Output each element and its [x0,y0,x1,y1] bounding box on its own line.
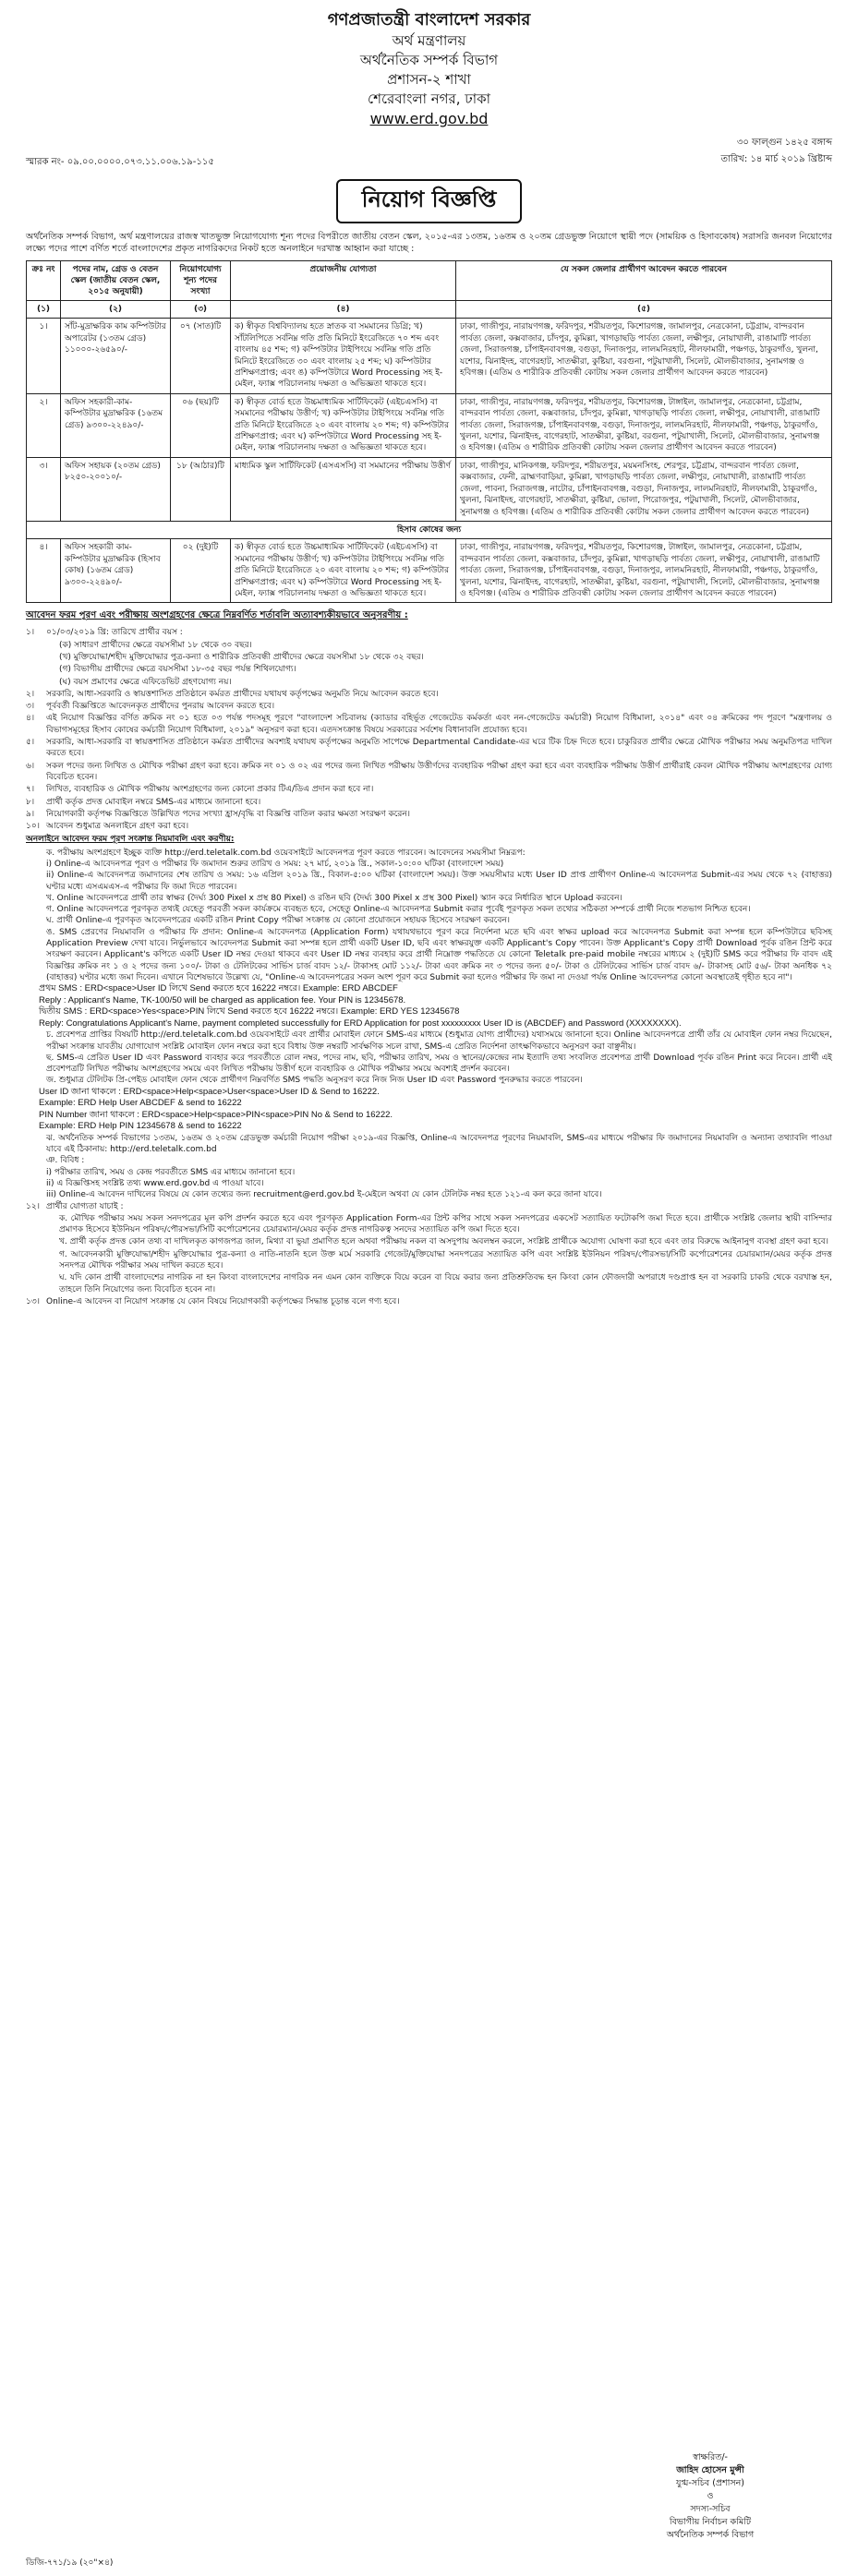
term-item [26,737,832,760]
term-item [26,761,832,784]
signatory-name: জাহিদ হোসেন মুন্সী [676,2465,744,2475]
sms-instruction: Example: ERD Help PIN 12345678 & send to 16222 [39,1121,242,1132]
online-rule-item: i) Online-এ আবেদনপত্র পূরণ ও পরীক্ষার ফি জমাদান শুরুর তারিখ ও সময়: ২৭ মার্চ, ২০১৯ খ্রি., সকাল-১০:০০ ঘটিকা (বাংলাদেশ সময়) [46,859,504,869]
cell-serial: ৩। [27,457,61,521]
term-number [26,664,46,675]
term-text: পূর্ববর্তী বিজ্ঞপ্তিতে আবেদনকৃত প্রার্থীদের পুনরায় আবেদন করতে হবে। [46,702,275,712]
term-text: সরকারি, আধা-সরকারি বা স্বায়ত্তশাসিত প্রতিষ্ঠানে কর্মরত প্রার্থীদের অবশ্যই যথাযথ কর্তৃপক্ষের অনুমতি সাপেক্ষে Departmental Candidate-এর ঘরে টিক চিহ্ন দিতে হবে। চাকুরিরত প্রার্থীর ক্ষেত্রে মৌখিক পরীক্ষার সময় অনুমতিপত্র দাখিল করতে হবে। [46,738,832,759]
term-number [26,640,46,651]
online-rule-item: চ. প্রবেশপত্র প্রাপ্তির বিষয়টি http://erd.teletalk.com.bd ওয়েবসাইটে এবং প্রার্থীর মোবাইল ফোনে SMS-এর মাধ্যমে (শুধুমাত্র যোগ্য প্রার্থীদের) যথাসময়ে জানানো হবে। Online আবেদনপত্রে প্রার্থী তাঁর যে মোবাইল ফোন নম্বর দিয়েছেন, পরীক্ষা সংক্রান্ত যাবতীয় যোগাযোগ সংশ্লিষ্ট মোবাইল ফোন নম্বরে করা হবে বিধায় উক্ত নম্বরটি সার্বক্ষণিক সচল রাখা, SMS-এ প্রেরিত নির্দেশনা তাৎক্ষণিকভাবে অনুসরণ করা বাঞ্ছনীয়। [46,1030,832,1052]
term-item [26,1236,832,1247]
column-number-row [27,301,832,319]
term-item [26,821,832,832]
online-rule-item: ঙ. SMS প্রেরণের নিয়মাবলি ও পরীক্ষার ফি প্রদান: Online-এ আবেদনপত্র (Application Form) যথাযথভাবে পূরণ করে নির্দেশনা মতে ছবি এবং স্বাক্ষর upload করে আবেদনপত্র Submit করা সম্পন্ন হলে কম্পিউটারে ছবিসহ Application Preview দেখা যাবে। নির্ভুলভাবে আবেদনপত্র Submit করা সম্পন্ন হলে প্রার্থী একটি User ID, ছবি এবং স্বাক্ষরযুক্ত একটি Applicant's Copy পাবেন। উক্ত Applicant's Copy প্রার্থী Download পূর্বক রঙিন প্রিন্ট করে সংরক্ষণ করবেন। Applicant's কপিতে একটি User ID নম্বর দেওয়া থাকবে এবং User ID নম্বর ব্যবহার করে প্রার্থী নিম্নোক্ত পদ্ধতিতে যে কোনো Teletalk pre-paid mobile নম্বরের মাধ্যমে ২ (দুই)টি SMS করে পরীক্ষার ফি বাবদ এই বিজ্ঞপ্তির ক্রমিক নং ১ ও ২ পদের জন্য ১০০/- টাকা ও টেলিটকের সার্ভিস চার্জ বাবদ ১২/- টাকাসহ মোট ১১২/- টাকা এবং ক্রমিক নং ৩ পদের জন্য ৫০/- টাকা ও টেলিটকের সার্ভিস চার্জ বাবদ ৬/- টাকাসহ মোট ৫৬/- টাকা অনধিক ৭২ (বাহাত্তর) ঘণ্টার মধ্যে জমা দিবেন। এখানে বিশেষভাবে উল্লেখ্য যে, "Online-এ আবেদনপত্রের সকল অংশ পূরণ করে Submit করা হলেও পরীক্ষার ফি জমা না দেওয়া পর্যন্ত Online আবেদনপত্র কোনো অবস্থাতেই গৃহীত হবে না"। [46,927,832,982]
cell-serial: ৪। [27,539,61,603]
organization-name: অর্থনৈতিক সম্পর্ক বিভাগ [666,2530,755,2540]
division-name: অর্থনৈতিক সম্পর্ক বিভাগ [359,52,499,68]
cell-districts: ঢাকা, গাজীপুর, নারায়ণগঞ্জ, ফরিদপুর, শরীয়তপুর, কিশোরগঞ্জ, টাঙ্গাইল, জামালপুর, নেত্রকোনা, চট্টগ্রাম, বান্দরবান পার্বত্য জেলা, কক্সবাজার, চাঁদপুর, কুমিল্লা, খাগড়াছড়ি পার্বত্য জেলা, লক্ষীপুর, নোয়াখালী, রাঙামাটি পার্বত্য জেলা, সিরাজগঞ্জ, চাঁপাইনবাবগঞ্জ, বগুড়া, দিনাজপুর, লালমনিরহাট, নীলফামারী, পঞ্চগড়, ঠাকুরগাঁও, খুলনা, যশোর, ঝিনাইদহ, বাগেরহাট, সাতক্ষীরা, কুষ্টিয়া, বরগুনা, পটুয়াখালী, সিলেট, মৌলভীবাজার, সুনামগঞ্জ ও হবিগঞ্জ। (এতিম ও শারীরিক প্রতিবন্ধী কোটায় সকল জেলার প্রার্থীগণ আবেদন করতে পারবেন) [456,393,832,457]
cell-vacancy-count: ০৭ (সাত)টি [171,319,231,393]
term-text: সকল পদের জন্য লিখিত ও মৌখিক পরীক্ষা গ্রহণ করা হবে। ক্রমিক নং ০১ ও ০২ এর পদের জন্য লিখিত পরীক্ষায় উত্তীর্ণদের ব্যবহারিক পরীক্ষা গ্রহণ করা হবে এবং ব্যবহারিক পরীক্ষায় উত্তীর্ণ প্রার্থীরাই কেবল মৌখিক পরীক্ষায় অংশগ্রহণের যোগ্য বিবেচিত হবেন। [46,761,832,782]
term-item [26,713,832,736]
accounts-heading: হিসাব কোষের জন্য [27,521,832,538]
notice-title-box [26,179,832,223]
term-number: ৫। [26,738,35,748]
cell-qualification: ক) স্বীকৃত বোর্ড হতে উচ্চমাধ্যমিক সার্টিফিকেট (এইচএসসি) বা সমমানের পরীক্ষায় উত্তীর্ণ; খ) কম্পিউটার টাইপিংয়ে সর্বনিম্ন গতি প্রতি মিনিটে ইংরেজিতে ২০ এবং বাংলায় ২০ শব্দ; গ) কম্পিউটার প্রশিক্ষণপ্রাপ্ত; এবং ঘ) কম্পিউটারে Word Processing সহ ই-মেইল, ফ্যাক্স পরিচালনায় দক্ষতা ও অভিজ্ঞতা থাকতে হবে। [231,393,456,457]
term-item [26,1249,832,1272]
term-text: (ক) সাধারণ প্রার্থীদের ক্ষেত্রে বয়সসীমা ১৮ থেকে ৩০ বছর। [59,640,252,650]
term-number: ১৩। [26,1296,40,1306]
term-text: আবেদন শুধুমাত্র অনলাইনে গ্রহণ করা হবে। [46,822,189,832]
col-header-count: নিয়োগযোগ্য শূন্য পদের সংখ্যা [171,261,231,301]
online-rule-item: ii) এ বিজ্ঞপ্তিসহ সংশ্লিষ্ট তথ্য www.erd.gov.bd এ পাওয়া যাবে। [46,1178,264,1188]
date-label: তারিখ: [720,154,748,164]
signature-block [618,2451,803,2542]
term-number [26,1249,46,1272]
term-item [26,1213,832,1236]
term-number [26,1272,46,1295]
committee-name: বিভাগীয় নির্বাচন কমিটি [669,2517,752,2527]
online-rule-item: i) পরীক্ষার তারিখ, সময় ও কেন্দ্র পরবর্তীতে SMS এর মাধ্যমে জানানো হবে। [46,1167,296,1177]
term-text: ০১/০৩/২০১৯ খ্রি: তারিখে প্রার্থীর বয়স : [46,628,183,638]
cell-qualification: ক) স্বীকৃত বোর্ড হতে উচ্চমাধ্যমিক সার্টিফিকেট (এইচএসসি) বা সমমানের পরীক্ষায় উত্তীর্ণ; খ) কম্পিউটার টাইপিংয়ে সর্বনিম্ন গতি প্রতি মিনিটে ইংরেজিতে ২০ এবং বাংলায় ২০ শব্দ; গ) কম্পিউটার প্রশিক্ষণপ্রাপ্ত; এবং ঘ) কম্পিউটারে Word Processing সহ ই-মেইল, ফ্যাক্স পরিচালনায় দক্ষতা ও অভিজ্ঞতা থাকতে হবে। [231,539,456,603]
term-text: (গ) বিভাগীয় প্রার্থীদের ক্ষেত্রে বয়সসীমা ১৮-৩৫ বছর পর্যন্ত শিথিলযোগ্য। [59,665,296,675]
accounts-heading-row [27,521,832,538]
term-number: ৩। [26,702,35,712]
term-number [26,1213,46,1236]
ministry-name: অর্থ মন্ত্রণালয় [392,32,466,49]
sms-instruction: Reply: Congratulations Applicant's Name, payment completed successfully for ERD Application for post xxxxxxxxx User ID is (ABCDEF) and Password (XXXXXXXX). [39,1017,682,1029]
term-text: ঘ. যদি কোন প্রার্থী বাংলাদেশের নাগরিক না হন কিংবা বাংলাদেশের নাগরিক নন এমন কোন ব্যক্তিকে বিয়ে করেন বা বিয়ে করার জন্য প্রতিশ্রুতিবদ্ধ হন কিংবা কোন ফৌজদারী অপরাধে দণ্ডপ্রাপ্ত হন বা সরকারি চাকরি থেকে বরখাস্ত হন, তাহলে তিনি নিয়োগের জন্য বিবেচিত হবেন না। [59,1273,832,1294]
term-number: ৭। [26,785,35,795]
signed-label: স্বাক্ষরিত/- [693,2452,728,2462]
term-text: প্রার্থীর যোগ্যতা যাচাই : [46,1201,124,1211]
term-item [26,627,832,638]
memo-number: স্মারক নং- ০৯.০০.০০০০.০৭৩.১১.০০৬.১৯-১১৫ [26,157,214,167]
term-text: নিয়োগকারী কর্তৃপক্ষ বিজ্ঞপ্তিতে উল্লিখিত পদের সংখ্যা হ্রাস/বৃদ্ধি বা বিজ্ঞপ্তি বাতিল করার ক্ষমতা সংরক্ষণ করেন। [46,809,410,819]
term-item [26,652,832,663]
term-number: ১২। [26,1201,40,1211]
terms-heading: আবেদন ফরম পূরণ এবং পরীক্ষায় অংশগ্রহণের ক্ষেত্রে নিম্নবর্ণিত শর্তাবলি অত্যাবশ্যকীয়ভাবে অনুসরণীয় : [26,610,408,621]
col-header-districts: যে সকল জেলার প্রার্থীগণ আবেদন করতে পারবেন [456,261,832,301]
sms-instruction: Example: ERD Help User ABCDEF & send to 16222 [39,1098,242,1109]
term-text: Online-এ আবেদন বা নিয়োগ সংক্রান্ত যে কোন বিষয়ে নিয়োগকারী কর্তৃপক্ষের সিদ্ধান্ত চূড়ান্ত বলে গণ্য হবে। [46,1296,400,1306]
table-header-row [27,261,832,301]
term-item [26,701,832,712]
sms-instruction: প্রথম SMS : ERD<space>User ID লিখে Send করতে হবে 16222 নম্বরে। Example: ERD ABCDEF [39,983,398,994]
office-address: শেরেবাংলা নগর, ঢাকা [368,90,490,107]
reference-row [26,133,832,174]
branch-name: প্রশাসন-২ শাখা [387,71,471,88]
online-rules-heading: অনলাইনে আবেদন ফরম পূরণ সংক্রান্ত নিয়মাবলি এবং করণীয়: [26,835,235,845]
online-rule-item: গ. Online আবেদনপত্রে পূরণকৃত তথ্যই যেহেতু পরবর্তী সকল কার্যক্রমে ব্যবহৃত হবে, সেহেতু Online-এ আবেদনপত্র Submit করার পূর্বেই পূরণকৃত সকল তথ্যের সঠিকতা সম্পর্কে প্রার্থী নিজে শতভাগ নিশ্চিত হবেন। [46,905,751,915]
term-number [26,1236,46,1247]
date-bengali: ৩০ ফাল্গুন ১৪২৫ বঙ্গাব্দ [736,138,832,148]
signatory-title: যুগ্ম-সচিব (প্রশাসন) [675,2478,745,2488]
term-text: গ. আবেদনকারী মুক্তিযোদ্ধা/শহীদ মুক্তিযোদ্ধার পুত্র-কন্যা ও নাতি-নাতনি হলে উক্ত মর্মে সরকারি গেজেট/মুক্তিযোদ্ধা সনদপত্রের সত্যায়িত কপি এবং সংশ্লিষ্ট ইউনিয়ন পরিষদ/পৌরসভা/সিটি কর্পোরেশনের চেয়ারম্যান/মেয়র কর্তৃক প্রদত্ত সনদপত্র মৌখিক পরীক্ষার সময় দাখিল করতে হবে। [59,1249,832,1270]
cell-qualification: মাধ্যমিক স্কুল সার্টিফিকেট (এসএসসি) বা সমমানের পরীক্ষায় উত্তীর্ণ [231,457,456,521]
online-rule-item: ছ. SMS-এ প্রেরিত User ID এবং Password ব্যবহার করে পরবর্তীতে রোল নম্বর, পদের নাম, ছবি, পরীক্ষার তারিখ, সময় ও স্থানের/কেন্দ্রের নাম ইত্যাদি তথ্য সংবলিত প্রবেশপত্র প্রার্থী Download পূর্বক রঙিন Print করে নিবেন। প্রার্থী এই প্রবেশপত্রটি লিখিত পরীক্ষায় অংশগ্রহণের সময়ে এবং লিখিত পরীক্ষায় উত্তীর্ণ হলে ব্যবহারিক ও মৌখিক পরীক্ষার সময়ে অবশ্যই প্রদর্শন করবেন। [46,1053,832,1075]
website-link[interactable]: www.erd.gov.bd [369,110,489,127]
term-item [26,784,832,795]
term-text: ক. মৌখিক পরীক্ষার সময় সকল সনদপত্রের মূল কপি প্রদর্শন করতে হবে এবং পূরণকৃত Application Form-এর প্রিন্ট কপির সাথে সকল সনদপত্রের একসেট সত্যায়িত ফটোকপি জমা দিতে হবে। প্রার্থীকে সংশ্লিষ্ট জেলার স্থায়ী বাসিন্দার প্রমাণক হিসেবে ইউনিয়ন পরিষদ/পৌরসভা/সিটি কর্পোরেশনের চেয়ারম্যান/মেয়র কর্তৃক প্রদত্ত নাগরিকত্ব সনদের সত্যায়িত কপি জমা দিতে হবে। [59,1213,832,1235]
term-item [26,1272,832,1295]
cell-vacancy-count: ০২ (দুই)টি [171,539,231,603]
term-number: ১০। [26,822,40,832]
online-rule-item: ঘ. প্রার্থী Online-এ পূরণকৃত আবেদনপত্রের একটি রঙিন Print Copy পরীক্ষা সংক্রান্ত যে কোনো প্রয়োজনে সহায়ক হিসেবে সংরক্ষণ করবেন। [46,916,510,926]
col-number: (৫) [456,301,832,319]
cell-post-name: অফিস সহকারী কাম-কম্পিউটার মুদ্রাক্ষরিক (হিসাব কোষ) (১৬তম গ্রেড) ৯৩০০-২২৪৯০/- [61,539,171,603]
online-rule-item: ক. পরীক্ষায় অংশগ্রহণে ইচ্ছুক ব্যক্তি http://erd.teletalk.com.bd ওয়েবসাইটে আবেদনপত্র পূরণ করতে পারবেন। আবেদনের সময়সীমা নিম্নরূপ: [46,848,526,858]
cell-serial: ২। [27,393,61,457]
term-item [26,640,832,651]
signatory-and: ও [707,2491,714,2501]
col-header-serial: ক্রঃ নং [27,261,61,301]
term-item [26,1296,832,1307]
intro-paragraph: অর্থনৈতিক সম্পর্ক বিভাগ, অর্থ মন্ত্রণালয়ের রাজস্ব খাতভুক্ত নিয়োগযোগ্য শূন্য পদের বিপরীতে জাতীয় বেতন স্কেল, ২০১৫-এর ১৩তম, ১৬তম ও ২০তম গ্রেডভুক্ত নিয়োগে স্থায়ী পদে (সাময়িক ও হিসাবকোষ) সরাসরি জনবল নিয়োগের লক্ষ্যে পদের পাশে বর্ণিত শর্তে বাংলাদেশের প্রকৃত নাগরিকদের নিকট হতে অনলাইনে দরখাস্ত আহ্বান করা যাচ্ছে : [26,232,832,254]
term-number: ১। [26,628,35,638]
online-rule-item: জ. শুধুমাত্র টেলিটক প্রি-পেইড মোবাইল ফোন থেকে প্রার্থীগণ নিম্নবর্ণিত SMS পদ্ধতি অনুসরণ করে নিজ নিজ User ID এবং Password পুনরুদ্ধার করতে পারবেন। [46,1076,583,1086]
term-number: ৪। [26,714,35,724]
sms-instruction: Reply : Applicant's Name, TK-100/50 will be charged as application fee. Your PIN is 12345678. [39,994,406,1005]
term-item [26,809,832,820]
cell-districts: ঢাকা, গাজীপুর, নারায়ণগঞ্জ, ফরিদপুর, শরীয়তপুর, কিশোরগঞ্জ, টাঙ্গাইল, জামালপুর, নেত্রকোনা, চট্টগ্রাম, বান্দরবান পার্বত্য জেলা, কক্সবাজার, চাঁদপুর, কুমিল্লা, খাগড়াছড়ি পার্বত্য জেলা, লক্ষীপুর, নোয়াখালী, রাঙামাটি পার্বত্য জেলা, সিরাজগঞ্জ, চাঁপাইনবাবগঞ্জ, বগুড়া, দিনাজপুর, লালমনিরহাট, নীলফামারী, পঞ্চগড়, ঠাকুরগাঁও, খুলনা, যশোর, ঝিনাইদহ, বাগেরহাট, সাতক্ষীরা, কুষ্টিয়া, বরগুনা, পটুয়াখালী, সিলেট, মৌলভীবাজার, সুনামগঞ্জ ও হবিগঞ্জ। (এতিম ও শারীরিক প্রতিবন্ধী কোটায় সকল জেলার প্রার্থীগণ আবেদন করতে পারবেন) [456,539,832,603]
term-number: ৯। [26,809,35,819]
col-number: (৩) [171,301,231,319]
term-text: (ঘ) বয়স প্রমাণের ক্ষেত্রে এফিডেভিট গ্রহণযোগ্য নয়। [59,677,232,687]
cell-vacancy-count: ০৬ (ছয়)টি [171,393,231,457]
term-text: (খ) মুক্তিযোদ্ধা/শহীদ মুক্তিযোদ্ধার পুত্র-কন্যা ও শারীরিক প্রতিবন্ধী প্রার্থীদের ক্ষেত্রে বয়সসীমা ১৮ থেকে ৩২ বছর। [59,652,424,662]
term-text: প্রার্থী কর্তৃক প্রদত্ত মোবাইল নম্বরে SMS-এর মাধ্যমে জানানো হবে। [46,797,261,807]
online-rule-item: iii) Online-এ আবেদন দাখিলের বিষয়ে যে কোন তথ্যের জন্য recruitment@erd.gov.bd ই-মেইলে অথবা যে কোন টেলিটক নম্বর হতে ১২১-এ কল করে জানা যাবে। [46,1190,602,1200]
terms-list [26,627,832,1307]
date-block [629,135,832,168]
sms-instruction: PIN Number জানা থাকলে : ERD<space>Help<space>PIN<space>PIN No & Send to 16222. [39,1109,393,1120]
table-row [27,393,832,457]
table-row [27,457,832,521]
letterhead [26,9,832,129]
print-code: ডিজি-৭৭১/১৯ (২০"×৪) [26,2558,114,2568]
online-rule-item: ii) Online-এ আবেদনপত্র জমাদানের শেষ তারিখ ও সময়: ১৬ এপ্রিল ২০১৯ খ্রি., বিকাল-৫:০০ ঘটিকা (বাংলাদেশ সময়)। উক্ত সময়সীমার মধ্যে User ID প্রাপ্ত প্রার্থীগণ Online-এ আবেদনপত্র Submit-এর সময় থেকে ৭২ (বাহাত্তর) ঘণ্টার মধ্যে এসএমএস-এ পরীক্ষার ফি জমা দিতে পারবেন। [46,871,832,892]
date-gregorian-row [629,151,832,168]
term-item [26,664,832,675]
term-text: এই নিয়োগ বিজ্ঞপ্তির বর্ণিত ক্রমিক নং ০১ হতে ০৩ পর্যন্ত পদসমূহ পূরণে "বাংলাদেশ সচিবালয় (ক্যাডার বহির্ভূত গেজেটেড কর্মকর্তা এবং নন-গেজেটেড কর্মচারী) নিয়োগ বিধিমালা, ২০১৪" এবং ০৪ ক্রমিকের পদ পূরণে "মন্ত্রণালয় ও বিভাগসমূহের হিসাব কোষের কর্মচারী নিয়োগ বিধিমালা, ২০১৯" অনুসরণ করা হবে। এতদসংক্রান্ত বিষয়ে সরকারের সর্বশেষ বিধানাবলি প্রযোজ্য হবে। [46,714,832,735]
table-row [27,539,832,603]
government-name: গণপ্রজাতন্ত্রী বাংলাদেশ সরকার [327,10,531,30]
term-item [26,689,832,700]
signatory-role: সদস্য-সচিব [690,2504,731,2514]
col-header-qualification: প্রয়োজনীয় যোগ্যতা [231,261,456,301]
term-number [26,652,46,663]
term-text: সরকারি, আধা-সরকারি ও স্বায়ত্তশাসিত প্রতিষ্ঠানে কর্মরত প্রার্থীদের যথাযথ কর্তৃপক্ষের অনুমতি নিয়ে আবেদন করতে হবে। [46,689,439,699]
notice-title: নিয়োগ বিজ্ঞপ্তি [336,179,523,223]
col-number: (৪) [231,301,456,319]
cell-post-name: সাঁট-মুদ্রাক্ষরিক কাম কম্পিউটার অপারেটর (১৩তম গ্রেড) ১১০০০-২৬৫৯০/- [61,319,171,393]
cell-post-name: অফিস সহায়ক (২০তম গ্রেড) ৮২৫০-২০০১০/- [61,457,171,521]
col-number: (২) [61,301,171,319]
cell-qualification: ক) স্বীকৃত বিশ্ববিদ্যালয় হতে স্নাতক বা সমমানের ডিগ্রি; খ) সাঁটলিপিতে সর্বনিম্ন গতি প্রতি মিনিটে ইংরেজিতে ৭০ শব্দ এবং বাংলায় ৪৫ শব্দ; গ) কম্পিউটার টাইপিংয়ে সর্বনিম্ন গতি প্রতি মিনিটে ইংরেজিতে ৩০ এবং বাংলায় ২৫ শব্দ; ঘ) কম্পিউটার প্রশিক্ষণপ্রাপ্ত; এবং ঙ) কম্পিউটারে Word Processing সহ ই-মেইল, ফ্যাক্স পরিচালনায় দক্ষতা ও অভিজ্ঞতা থাকতে হবে। [231,319,456,393]
col-header-post: পদের নাম, গ্রেড ও বেতন স্কেল (জাতীয় বেতন স্কেল, ২০১৫ অনুযায়ী) [61,261,171,301]
term-number: ৬। [26,761,35,771]
online-rule-item: ঝ. অর্থনৈতিক সম্পর্ক বিভাগের ১৩তম, ১৬তম ও ২০তম গ্রেডভুক্ত কর্মচারী নিয়োগ পরীক্ষা ২০১৯-এর বিজ্ঞপ্তি, Online-এ আবেদনপত্র পূরণের নিয়মাবলি, SMS-এর মাধ্যমে পরীক্ষার ফি জমাদানের নিয়মাবলি ও অন্যান্য তথ্যাবলি পাওয়া যাবে এই ঠিকানায়: http://erd.teletalk.com.bd [46,1133,832,1155]
online-rule-item: ঞ. বিবিধ : [46,1156,85,1166]
date-gregorian: ১৪ মার্চ ২০১৯ খ্রিষ্টাব্দ [750,154,832,164]
term-number [26,677,46,688]
cell-districts: ঢাকা, গাজীপুর, মানিকগঞ্জ, ফরিদপুর, শরীয়তপুর, ময়মনসিংহ, শেরপুর, চট্টগ্রাম, বান্দরবান পার্বত্য জেলা, কক্সবাজার, ফেনী, ব্রাহ্মণবাড়িয়া, কুমিল্লা, খাগড়াছড়ি পার্বত্য জেলা, লক্ষীপুর, নোয়াখালী, রাঙামাটি পার্বত্য জেলা, পাবনা, সিরাজগঞ্জ, নাটোর, চাঁপাইনবাবগঞ্জ, বগুড়া, দিনাজপুর, লালমনিরহাট, নীলফামারী, ঠাকুরগাঁও, খুলনা, ঝিনাইদহ, বাগেরহাট, সাতক্ষীরা, কুষ্টিয়া, ভোলা, পিরোজপুর, পটুয়াখালী, সিলেট, মৌলভীবাজার, সুনামগঞ্জ ও হবিগঞ্জ। (এতিম ও শারীরিক প্রতিবন্ধী কোটায় সকল জেলার প্রার্থীগণ আবেদন করতে পারবেন) [456,457,832,521]
term-number: ২। [26,689,35,699]
term-text: খ. প্রার্থী কর্তৃক প্রদত্ত কোন তথ্য বা দাখিলকৃত কাগজপত্র জাল, মিথ্যা বা ভুয়া প্রমাণিত হলে অথবা পরীক্ষায় নকল বা অসদুপায় অবলম্বন করলে, সংশ্লিষ্ট প্রার্থীকে অযোগ্য ঘোষণা করা হবে এবং তার বিরুদ্ধে আইনানুগ ব্যবস্থা গ্রহণ করা হবে। [59,1237,828,1247]
vacancy-table [26,260,832,603]
term-number: ৮। [26,797,35,807]
term-text: লিখিত, ব্যবহারিক ও মৌখিক পরীক্ষায় অংশগ্রহণের জন্য কোনো প্রকার টিএ/ডিএ প্রদান করা হবে না। [46,785,374,795]
cell-vacancy-count: ১৮ (আঠার)টি [171,457,231,521]
sms-instruction: User ID জানা থাকলে : ERD<space>Help<space>User<space>User ID & Send to 16222. [39,1086,380,1097]
cell-serial: ১। [27,319,61,393]
col-number: (১) [27,301,61,319]
term-item [26,677,832,688]
cell-post-name: অফিস সহকারী-কাম-কম্পিউটার মুদ্রাক্ষরিক (১৬তম গ্রেড) ৯৩০০-২২৪৯০/- [61,393,171,457]
online-rule-item: খ. Online আবেদনপত্রে প্রার্থী তার স্বাক্ষর (দৈর্ঘ্য 300 Pixel x প্রস্থ 80 Pixel) ও রঙিন ছবি (দৈর্ঘ্য 300 Pixel x প্রস্থ 300 Pixel) স্ক্যান করে নির্ধারিত স্থানে Upload করবেন। [46,893,622,903]
sms-instruction: দ্বিতীয় SMS : ERD<space>Yes<space>PIN লিখে Send করতে হবে 16222 নম্বরে। Example: ERD YES 12345678 [39,1006,460,1017]
term-item [26,797,832,808]
cell-districts: ঢাকা, গাজীপুর, নারায়ণগঞ্জ, ফরিদপুর, শরীয়তপুর, কিশোরগঞ্জ, জামালপুর, নেত্রকোনা, চট্টগ্রাম, বান্দরবান পার্বত্য জেলা, কক্সবাজার, চাঁদপুর, কুমিল্লা, খাগড়াছড়ি পার্বত্য জেলা, লক্ষীপুর, নোয়াখালী, রাঙামাটি পার্বত্য জেলা, সিরাজগঞ্জ, চাঁপাইনবাবগঞ্জ, বগুড়া, দিনাজপুর, লালমনিরহাট, নীলফামারী, পঞ্চগড়, ঠাকুরগাঁও, খুলনা, যশোর, ঝিনাইদহ, বাগেরহাট, সাতক্ষীরা, কুষ্টিয়া, বরগুনা, পটুয়াখালী, সিলেট, মৌলভীবাজার, সুনামগঞ্জ ও হবিগঞ্জ। (এতিম ও শারীরিক প্রতিবন্ধী কোটায় সকল জেলার প্রার্থীগণ আবেদন করতে পারবেন) [456,319,832,393]
table-row [27,319,832,393]
term-item [26,1201,832,1212]
